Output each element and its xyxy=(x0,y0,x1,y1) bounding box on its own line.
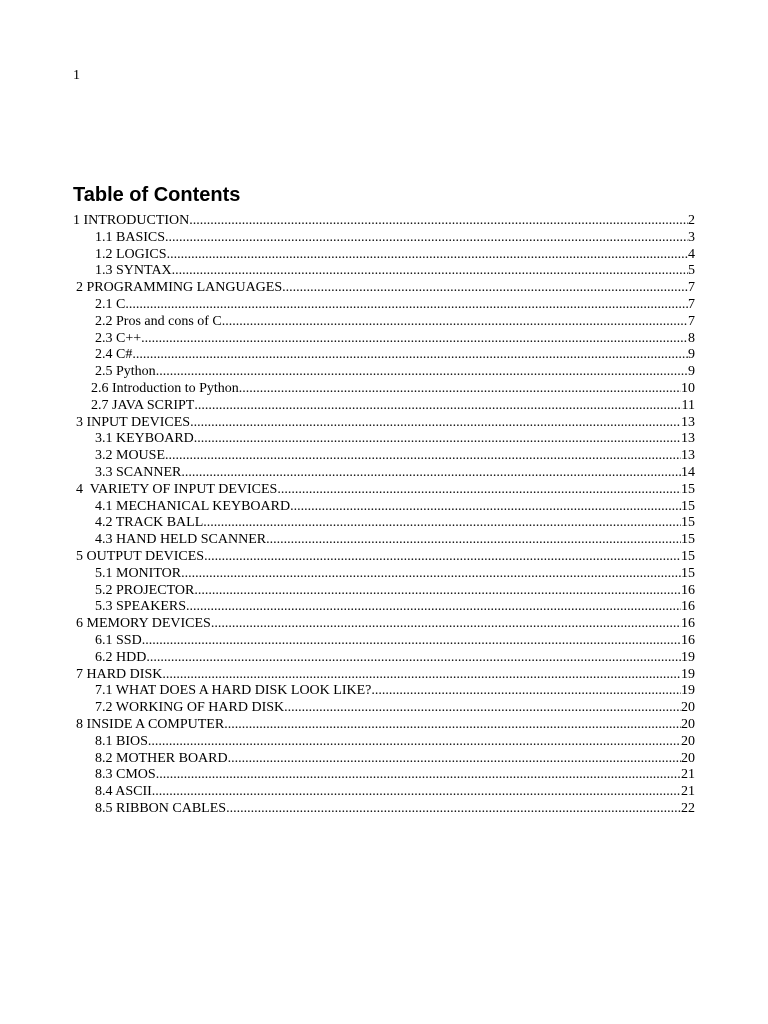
toc-dot-leader xyxy=(189,213,688,230)
toc-entry-page-number: 22 xyxy=(681,800,695,816)
toc-entry[interactable] xyxy=(73,583,695,600)
toc-dot-leader xyxy=(165,230,688,247)
toc-dot-leader xyxy=(132,347,688,364)
toc-entry-label: 2 PROGRAMMING LANGUAGES xyxy=(76,280,283,296)
toc-entry-label: 8.4 ASCII xyxy=(95,784,152,800)
toc-dot-leader xyxy=(204,549,681,566)
toc-entry-label: 8 INSIDE A COMPUTER xyxy=(76,716,225,732)
toc-dot-leader xyxy=(371,683,681,700)
toc-entry[interactable] xyxy=(73,566,695,583)
toc-entry-label: 8.1 BIOS xyxy=(95,733,148,749)
toc-dot-leader xyxy=(194,583,681,600)
toc-entry-page-number: 14 xyxy=(681,464,695,480)
toc-dot-leader xyxy=(186,599,681,616)
toc-title: Table of Contents xyxy=(73,184,241,206)
toc-entry[interactable] xyxy=(73,801,695,818)
toc-dot-leader xyxy=(224,717,681,734)
toc-entry-page-number: 7 xyxy=(688,313,695,329)
toc-dot-leader xyxy=(181,465,681,482)
toc-entry-page-number: 4 xyxy=(688,246,695,262)
toc-dot-leader xyxy=(211,616,681,633)
toc-entry[interactable] xyxy=(73,415,695,432)
toc-entry-label: 3.3 SCANNER xyxy=(95,464,182,480)
toc-entry[interactable] xyxy=(73,717,695,734)
toc-entry-label: 1 INTRODUCTION xyxy=(73,213,190,228)
toc-entry-page-number: 21 xyxy=(681,784,695,800)
toc-entry-label: 2.5 Python xyxy=(95,364,156,380)
toc-dot-leader xyxy=(239,381,681,398)
toc-entry-page-number: 15 xyxy=(681,481,695,497)
toc-entry-page-number: 16 xyxy=(681,582,695,598)
toc-dot-leader xyxy=(125,297,688,314)
toc-dot-leader xyxy=(162,667,681,684)
toc-entry[interactable] xyxy=(73,683,695,700)
toc-entry-label: 3 INPUT DEVICES xyxy=(76,414,191,430)
toc-dot-leader xyxy=(194,398,681,415)
toc-dot-leader xyxy=(167,247,688,264)
toc-entry-label: 8.2 MOTHER BOARD xyxy=(95,750,228,766)
toc-entry[interactable] xyxy=(73,364,695,381)
toc-entry-page-number: 15 xyxy=(681,565,695,581)
toc-entry[interactable] xyxy=(73,734,695,751)
toc-dot-leader xyxy=(148,734,681,751)
toc-dot-leader xyxy=(228,751,681,768)
toc-entry-label: 4 VARIETY OF INPUT DEVICES xyxy=(76,481,278,497)
toc-entry[interactable] xyxy=(73,280,695,297)
toc-entry-page-number: 20 xyxy=(681,750,695,766)
toc-list xyxy=(73,213,695,818)
toc-dot-leader xyxy=(172,263,688,280)
toc-dot-leader xyxy=(156,364,688,381)
page-number: 1 xyxy=(73,68,80,83)
toc-entry[interactable] xyxy=(73,247,695,264)
toc-entry[interactable] xyxy=(73,633,695,650)
toc-dot-leader xyxy=(165,448,681,465)
toc-entry-page-number: 20 xyxy=(681,716,695,732)
toc-entry[interactable] xyxy=(73,751,695,768)
toc-entry[interactable] xyxy=(73,515,695,532)
toc-entry-page-number: 5 xyxy=(688,263,695,279)
toc-entry[interactable] xyxy=(73,549,695,566)
toc-entry-page-number: 8 xyxy=(688,330,695,346)
toc-entry[interactable] xyxy=(73,650,695,667)
toc-dot-leader xyxy=(190,415,681,432)
toc-entry-label: 7.1 WHAT DOES A HARD DISK LOOK LIKE? xyxy=(95,683,372,699)
toc-entry-page-number: 16 xyxy=(681,616,695,632)
toc-dot-leader xyxy=(203,515,681,532)
toc-entry-label: 4.2 TRACK BALL xyxy=(95,515,204,531)
toc-entry-page-number: 2 xyxy=(688,213,695,228)
toc-entry-label: 1.3 SYNTAX xyxy=(95,263,172,279)
toc-dot-leader xyxy=(156,767,681,784)
toc-entry-label: 8.3 CMOS xyxy=(95,767,156,783)
toc-entry-label: 3.2 MOUSE xyxy=(95,448,166,464)
toc-entry-label: 5.3 SPEAKERS xyxy=(95,599,187,615)
toc-entry[interactable] xyxy=(73,331,695,348)
toc-dot-leader xyxy=(194,431,681,448)
toc-entry-page-number: 15 xyxy=(681,548,695,564)
toc-dot-leader xyxy=(284,700,681,717)
toc-entry-label: 2.1 C xyxy=(95,296,126,312)
toc-entry[interactable] xyxy=(73,398,695,415)
toc-entry-label: 2.6 Introduction to Python xyxy=(91,380,239,396)
toc-entry-label: 4.1 MECHANICAL KEYBOARD xyxy=(95,498,291,514)
toc-entry[interactable] xyxy=(73,784,695,801)
toc-entry-label: 6 MEMORY DEVICES xyxy=(76,616,211,632)
toc-entry-page-number: 10 xyxy=(681,380,695,396)
toc-dot-leader xyxy=(146,650,681,667)
toc-entry-label: 6.1 SSD xyxy=(95,632,142,648)
toc-entry-label: 7 HARD DISK xyxy=(76,666,163,682)
toc-entry-label: 5.2 PROJECTOR xyxy=(95,582,195,598)
toc-entry[interactable] xyxy=(73,297,695,314)
toc-entry-page-number: 11 xyxy=(681,397,695,413)
toc-entry[interactable] xyxy=(73,213,695,230)
toc-entry[interactable] xyxy=(73,616,695,633)
toc-entry-page-number: 15 xyxy=(681,498,695,514)
toc-entry-page-number: 15 xyxy=(681,515,695,531)
toc-entry-page-number: 19 xyxy=(681,649,695,665)
toc-dot-leader xyxy=(290,499,681,516)
toc-entry-label: 3.1 KEYBOARD xyxy=(95,431,194,447)
toc-dot-leader xyxy=(141,331,688,348)
toc-entry-page-number: 16 xyxy=(681,632,695,648)
toc-entry[interactable] xyxy=(73,482,695,499)
toc-entry-label: 7.2 WORKING OF HARD DISK xyxy=(95,700,285,716)
toc-entry-label: 5 OUTPUT DEVICES xyxy=(76,548,205,564)
toc-entry[interactable] xyxy=(73,499,695,516)
toc-entry[interactable] xyxy=(73,767,695,784)
toc-entry[interactable] xyxy=(73,314,695,331)
toc-entry-label: 4.3 HAND HELD SCANNER xyxy=(95,532,267,548)
toc-entry-label: 1.2 LOGICS xyxy=(95,246,167,262)
toc-dot-leader xyxy=(152,784,681,801)
toc-entry-page-number: 20 xyxy=(681,700,695,716)
toc-dot-leader xyxy=(266,532,681,549)
toc-entry-page-number: 7 xyxy=(688,280,695,296)
toc-entry-label: 5.1 MONITOR xyxy=(95,565,182,581)
toc-entry-label: 6.2 HDD xyxy=(95,649,147,665)
toc-entry[interactable] xyxy=(73,230,695,247)
toc-entry-page-number: 16 xyxy=(681,599,695,615)
toc-entry-page-number: 21 xyxy=(681,767,695,783)
toc-dot-leader xyxy=(181,566,681,583)
toc-entry-page-number: 20 xyxy=(681,733,695,749)
toc-entry-label: 2.7 JAVA SCRIPT xyxy=(91,397,195,413)
toc-entry[interactable] xyxy=(73,263,695,280)
toc-entry-label: 2.3 C++ xyxy=(95,330,142,346)
toc-entry-page-number: 9 xyxy=(688,347,695,363)
toc-entry[interactable] xyxy=(73,431,695,448)
toc-dot-leader xyxy=(222,314,688,331)
toc-dot-leader xyxy=(226,801,681,818)
toc-entry[interactable] xyxy=(73,532,695,549)
toc-entry-page-number: 19 xyxy=(681,683,695,699)
toc-entry[interactable] xyxy=(73,448,695,465)
toc-entry-label: 8.5 RIBBON CABLES xyxy=(95,800,227,816)
toc-entry-label: 2.2 Pros and cons of C xyxy=(95,313,222,329)
toc-entry-page-number: 13 xyxy=(681,448,695,464)
toc-entry-page-number: 15 xyxy=(681,532,695,548)
toc-dot-leader xyxy=(142,633,681,650)
toc-entry-page-number: 9 xyxy=(688,364,695,380)
toc-entry-page-number: 13 xyxy=(681,431,695,447)
toc-entry[interactable] xyxy=(73,347,695,364)
toc-dot-leader xyxy=(277,482,681,499)
toc-entry[interactable] xyxy=(73,700,695,717)
toc-entry-page-number: 7 xyxy=(688,296,695,312)
toc-entry-page-number: 13 xyxy=(681,414,695,430)
toc-dot-leader xyxy=(282,280,688,297)
toc-entry[interactable] xyxy=(73,465,695,482)
toc-entry[interactable] xyxy=(73,381,695,398)
toc-entry-label: 2.4 C# xyxy=(95,347,133,363)
toc-entry-label: 1.1 BASICS xyxy=(95,229,166,245)
toc-entry-page-number: 19 xyxy=(681,666,695,682)
toc-entry-page-number: 3 xyxy=(688,229,695,245)
toc-entry[interactable] xyxy=(73,599,695,616)
toc-entry[interactable] xyxy=(73,667,695,684)
